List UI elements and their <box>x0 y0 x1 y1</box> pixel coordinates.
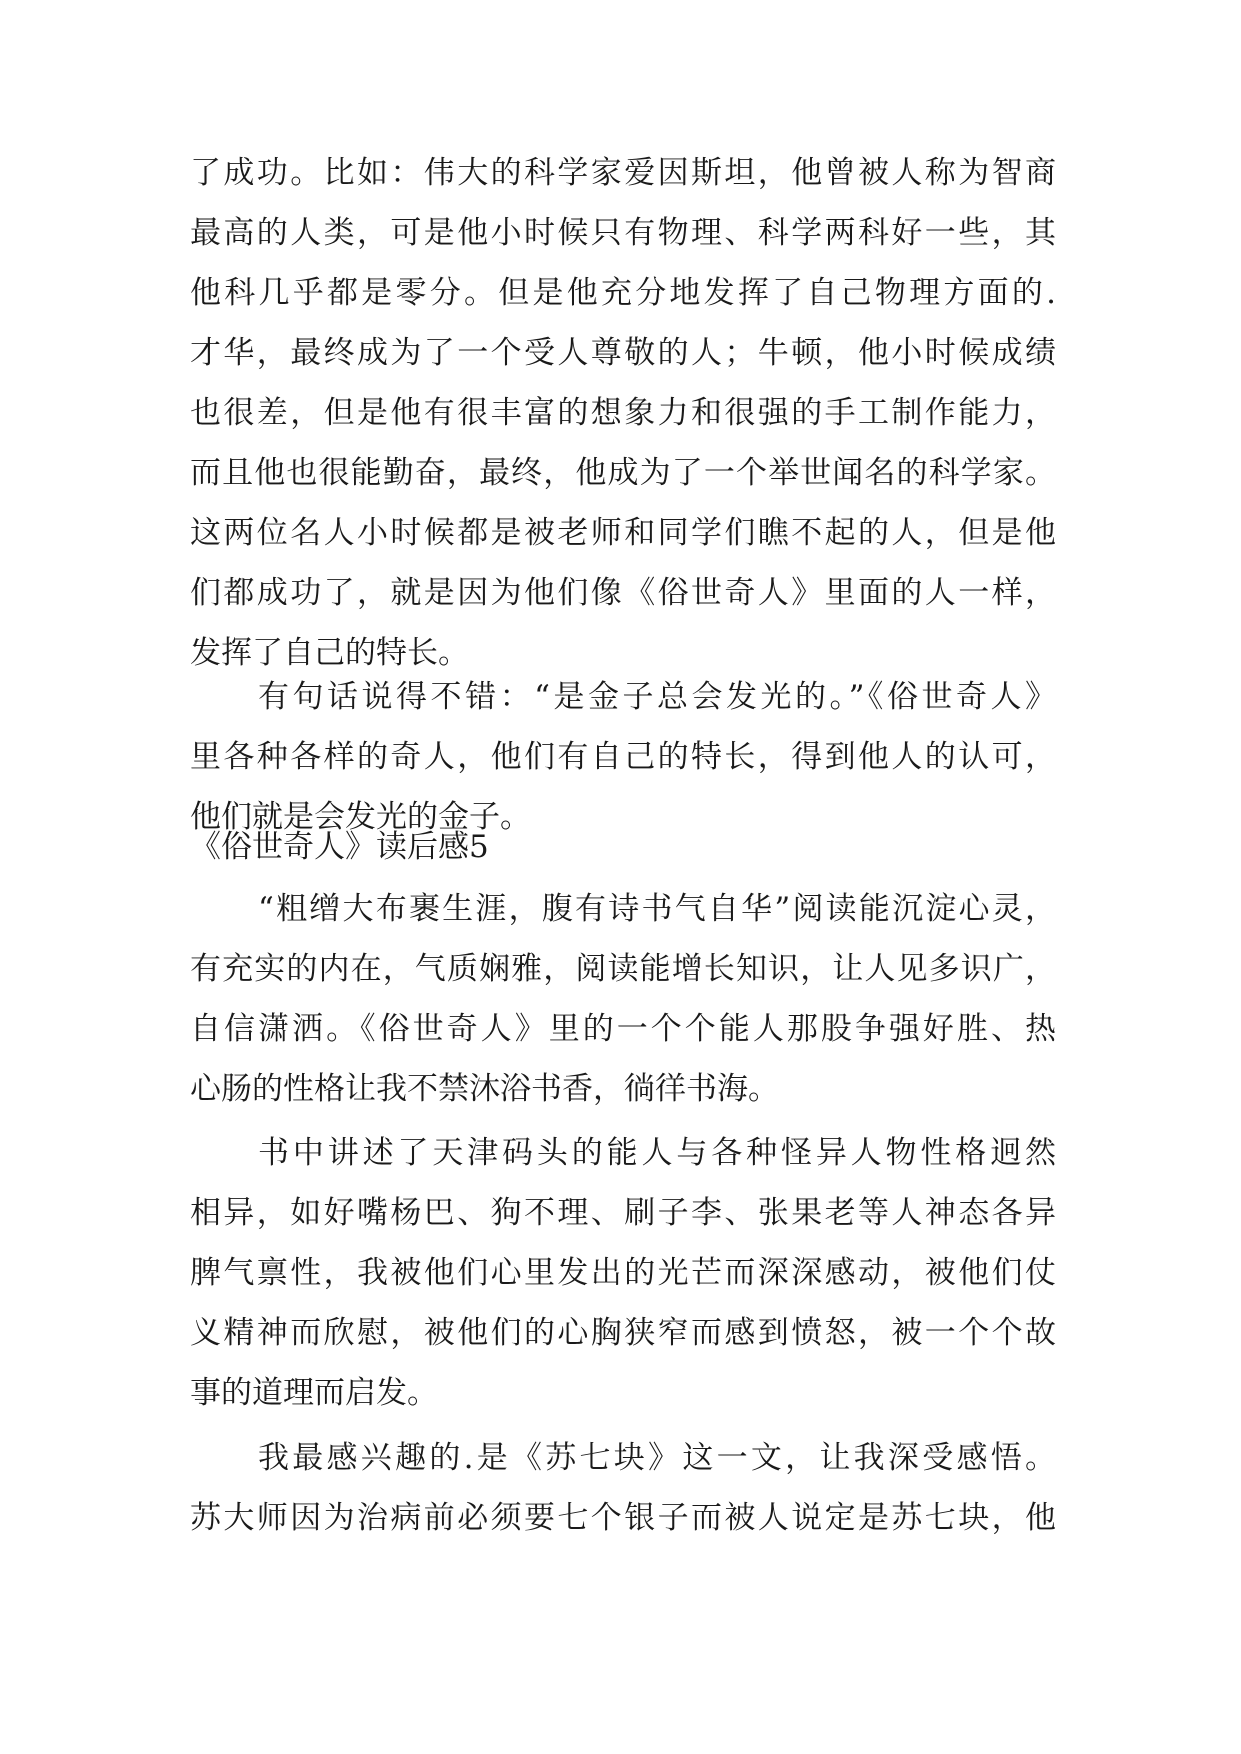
text-line: 了成功。比如：伟大的科学家爱因斯坦，他曾被人称为智商 <box>190 155 1056 191</box>
text-line: 有句话说得不错：“是金子总会发光的。”《俗世奇人》 <box>258 679 1056 715</box>
text-line: 发挥了自己的特长。 <box>190 635 469 671</box>
text-line: 脾气禀性，我被他们心里发出的光芒而深深感动，被他们仗 <box>190 1255 1056 1291</box>
paragraph-1 <box>190 143 1056 683</box>
text-line: 们都成功了，就是因为他们像《俗世奇人》里面的人一样， <box>190 575 1056 611</box>
text-line: 相异，如好嘴杨巴、狗不理、刷子李、张果老等人神态各异 <box>190 1195 1056 1231</box>
text-line: 自信潇洒。《俗世奇人》里的一个个能人那股争强好胜、热 <box>190 1011 1056 1047</box>
text-line: 有充实的内在，气质娴雅，阅读能增长知识，让人见多识广， <box>190 951 1056 987</box>
text-line: 里各种各样的奇人，他们有自己的特长，得到他人的认可， <box>190 739 1056 775</box>
text-line: 苏大师因为治病前必须要七个银子而被人说定是苏七块，他 <box>190 1500 1056 1536</box>
paragraph-5 <box>190 1428 1056 1548</box>
text-line: 他们就是会发光的金子。 <box>190 799 531 835</box>
text-line: 事的道理而启发。 <box>190 1375 438 1411</box>
text-line: 心肠的性格让我不禁沐浴书香，徜徉书海。 <box>190 1071 779 1107</box>
paragraph-4 <box>190 1123 1056 1423</box>
text-line: 我最感兴趣的.是《苏七块》这一文，让我深受感悟。 <box>258 1440 1056 1476</box>
paragraph-3 <box>190 879 1056 1119</box>
text-line: 也很差，但是他有很丰富的想象力和很强的手工制作能力， <box>190 395 1056 431</box>
text-line: 而且他也很能勤奋，最终，他成为了一个举世闻名的科学家。 <box>190 455 1056 491</box>
text-line: 最高的人类，可是他小时候只有物理、科学两科好一些，其 <box>190 215 1056 251</box>
text-line: 义精神而欣慰，被他们的心胸狭窄而感到愤怒，被一个个故 <box>190 1315 1056 1351</box>
text-line: 书中讲述了天津码头的能人与各种怪异人物性格迥然 <box>258 1135 1056 1171</box>
text-line: 才华，最终成为了一个受人尊敬的人；牛顿，他小时候成绩 <box>190 335 1056 371</box>
section-heading: 《俗世奇人》读后感5 <box>190 829 489 865</box>
text-line: “粗缯大布裹生涯，腹有诗书气自华”阅读能沉淀心灵， <box>258 891 1056 927</box>
text-line: 这两位名人小时候都是被老师和同学们瞧不起的人，但是他 <box>190 515 1056 551</box>
text-line: 他科几乎都是零分。但是他充分地发挥了自己物理方面的. <box>190 275 1056 311</box>
